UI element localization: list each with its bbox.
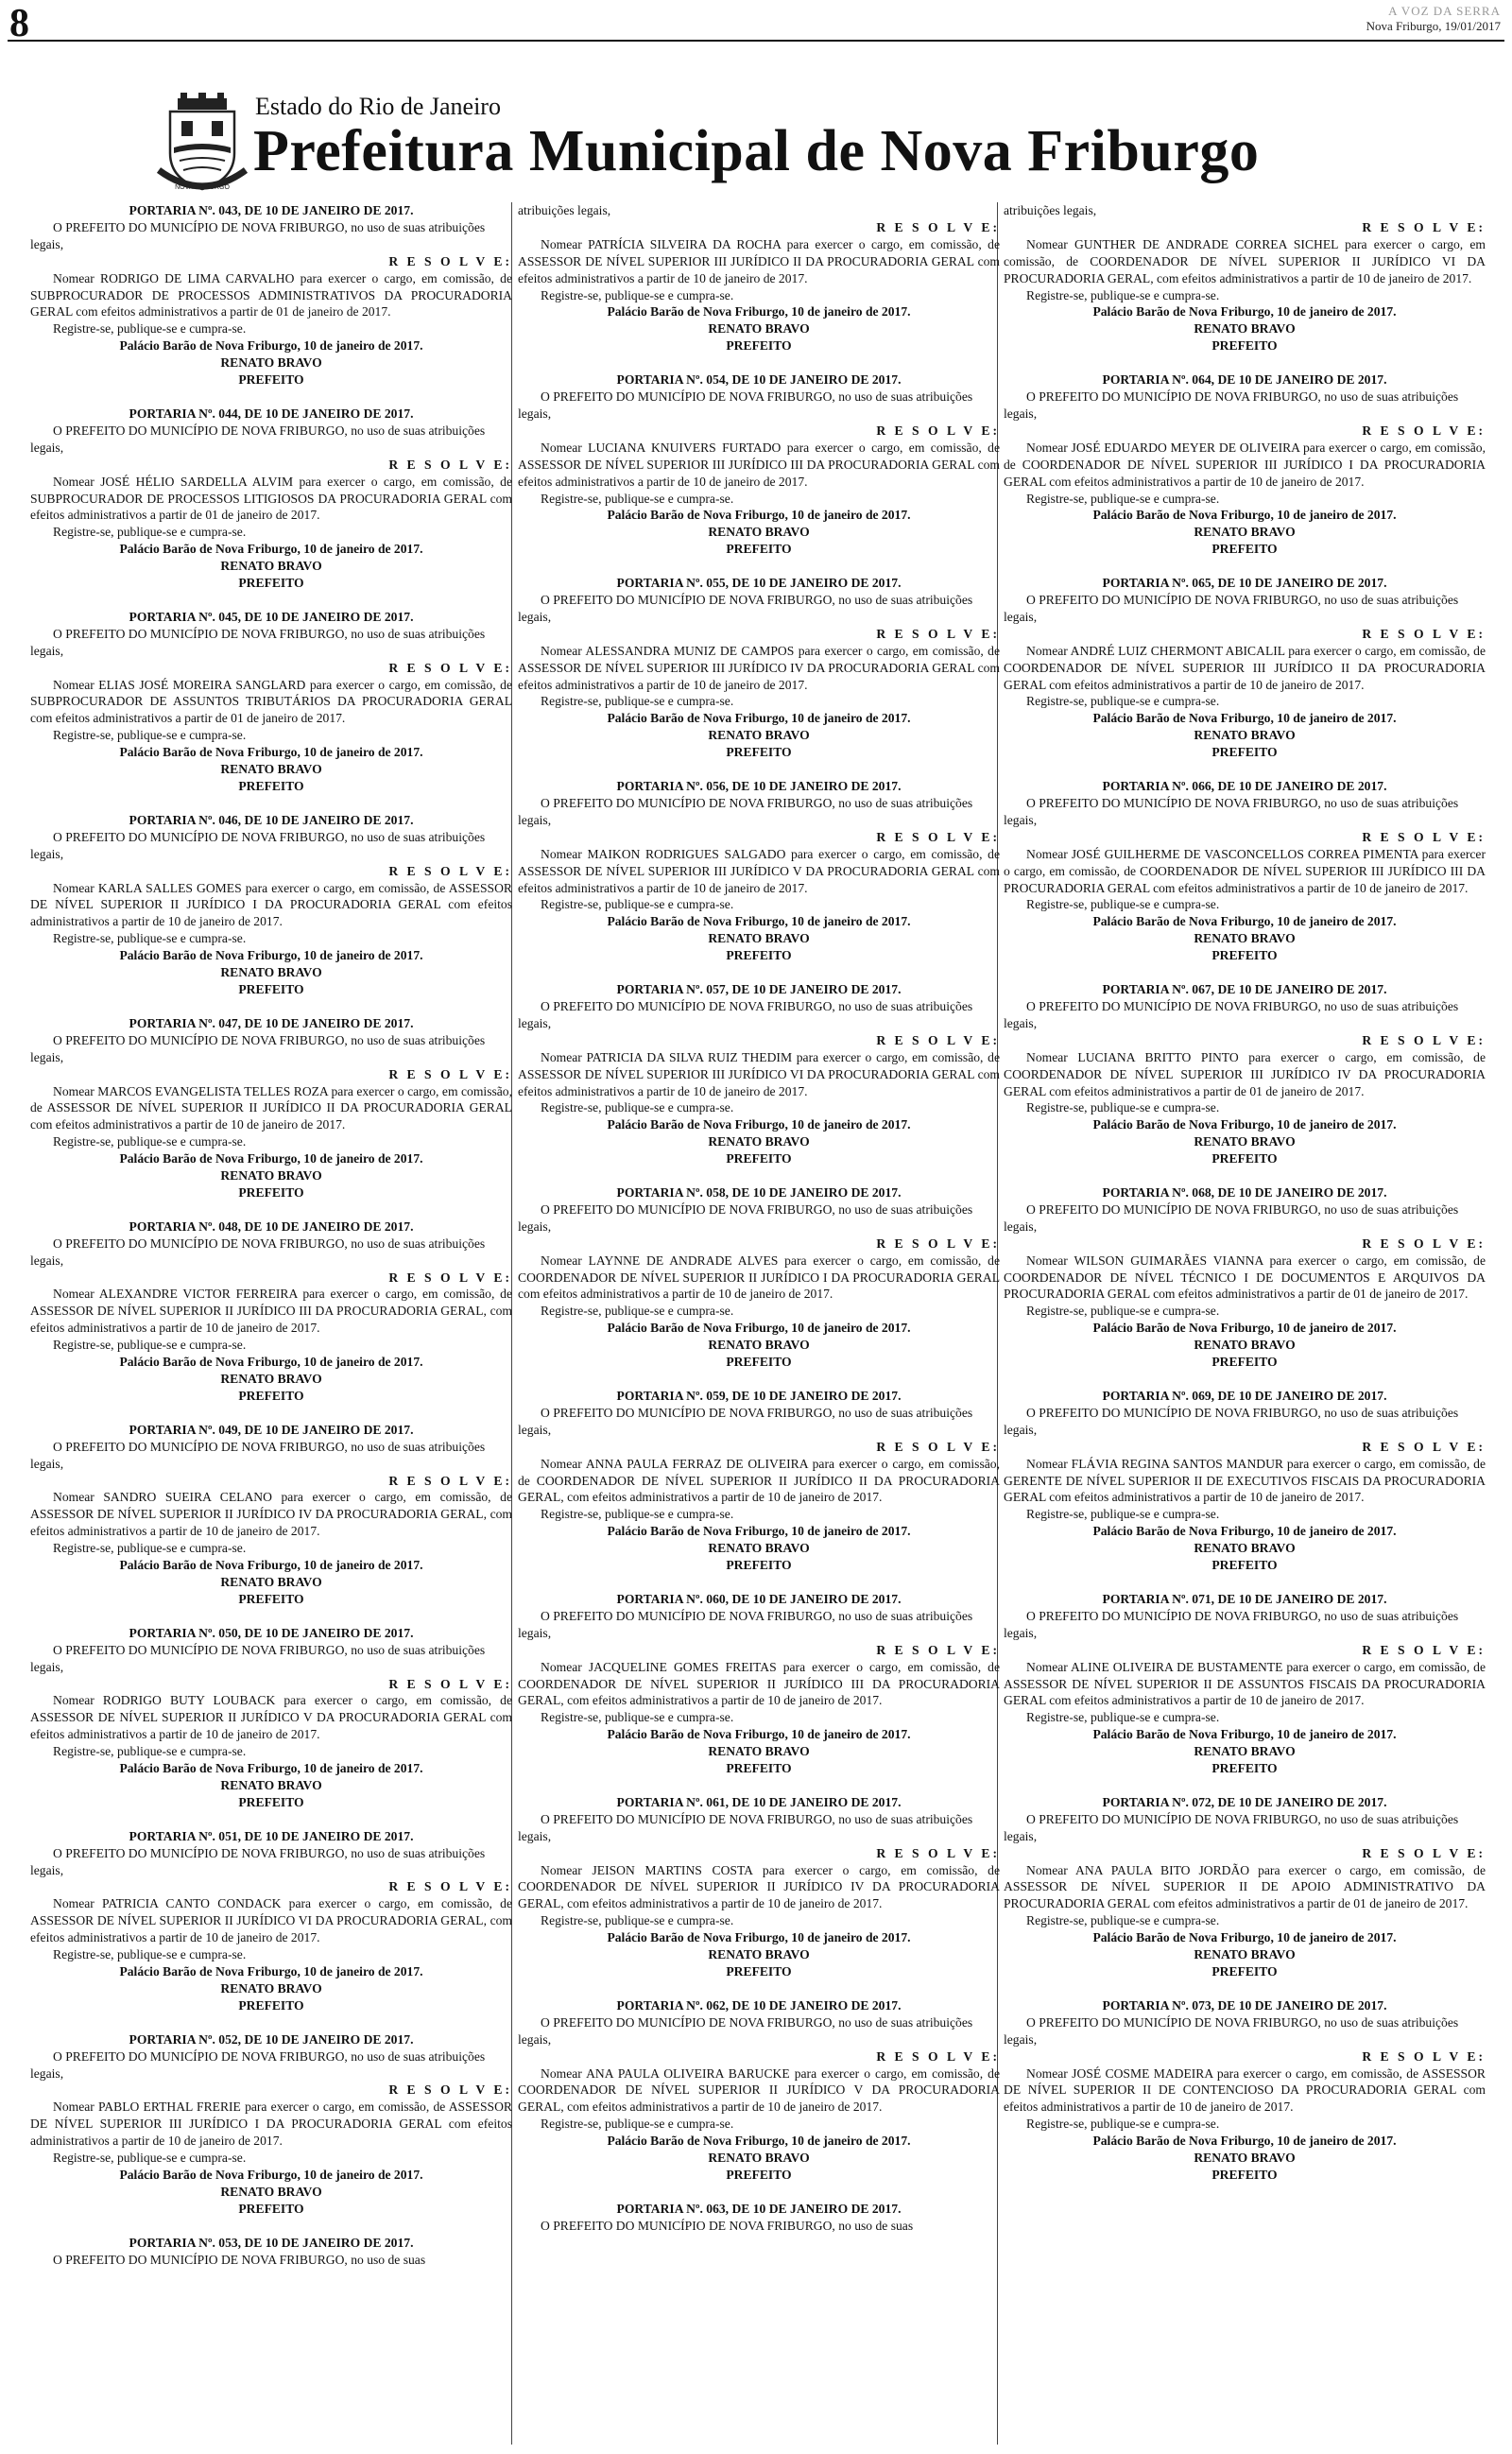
resolve-heading: R E S O L V E: [1362, 829, 1486, 844]
signer-name: RENATO BRAVO [1194, 1947, 1296, 1962]
signer-role: PREFEITO [1211, 948, 1278, 963]
preamble: O PREFEITO DO MUNICÍPIO DE NOVA FRIBURGO, no uso de suas [541, 2218, 914, 2233]
register-line: Registre-se, publique-se e cumpra-se. [53, 728, 247, 743]
register-line: Registre-se, publique-se e cumpra-se. [53, 1947, 247, 1962]
portaria-entry [518, 2201, 1000, 2235]
preamble: O PREFEITO DO MUNICÍPIO DE NOVA FRIBURGO, no uso de suas atribuições legais, [30, 829, 486, 861]
place-date: Palácio Barão de Nova Friburgo, 10 de janeiro de 2017. [607, 2134, 911, 2149]
coat-of-arms-icon [157, 91, 248, 195]
register-line: Registre-se, publique-se e cumpra-se. [1026, 897, 1220, 912]
resolve-heading: R E S O L V E: [876, 2048, 1000, 2064]
portaria-title: PORTARIA Nº. 047, DE 10 DE JANEIRO DE 2017. [129, 1015, 414, 1030]
register-line: Registre-se, publique-se e cumpra-se. [541, 897, 734, 912]
portaria-body: Nomear LAYNNE DE ANDRADE ALVES para exercer o cargo, em comissão, de COORDENADOR DE NÍVEL SUPERIOR II JURÍDICO I DA PROCURADORIA GERAL com efeitos administrativos a partir de 10 de janeiro de 2017. [518, 1253, 1000, 1302]
preamble: O PREFEITO DO MUNICÍPIO DE NOVA FRIBURGO, no uso de suas atribuições legais, [518, 1608, 973, 1640]
portaria-entry [30, 202, 512, 389]
municipality-title: Prefeitura Municipal de Nova Friburgo [253, 119, 1260, 183]
place-date: Palácio Barão de Nova Friburgo, 10 de janeiro de 2017. [119, 2167, 423, 2182]
place-date: Palácio Barão de Nova Friburgo, 10 de janeiro de 2017. [119, 745, 423, 760]
portaria-entry [30, 1625, 512, 1811]
resolve-heading: R E S O L V E: [876, 219, 1000, 234]
preamble: O PREFEITO DO MUNICÍPIO DE NOVA FRIBURGO, no uso de suas atribuições legais, [1004, 1405, 1459, 1437]
portaria-title: PORTARIA Nº. 061, DE 10 DE JANEIRO DE 2017. [616, 1794, 902, 1809]
place-date: Palácio Barão de Nova Friburgo, 10 de janeiro de 2017. [607, 914, 911, 929]
portaria-entry [518, 1184, 1000, 1371]
crest-text: NOVA FRIBURGO [175, 184, 230, 191]
resolve-heading: R E S O L V E: [388, 1676, 512, 1691]
register-line: Registre-se, publique-se e cumpra-se. [53, 321, 247, 337]
portaria-title: PORTARIA Nº. 043, DE 10 DE JANEIRO DE 2017. [129, 203, 414, 217]
signer-name: RENATO BRAVO [1194, 931, 1296, 946]
portaria-title: PORTARIA Nº. 073, DE 10 DE JANEIRO DE 2017. [1102, 1997, 1387, 2013]
portaria-title: PORTARIA Nº. 059, DE 10 DE JANEIRO DE 2017. [616, 1389, 902, 1403]
preamble: O PREFEITO DO MUNICÍPIO DE NOVA FRIBURGO, no uso de suas atribuições legais, [30, 1642, 486, 1674]
portaria-title: PORTARIA Nº. 046, DE 10 DE JANEIRO DE 2017. [129, 812, 414, 827]
resolve-heading: R E S O L V E: [876, 829, 1000, 844]
signer-name: RENATO BRAVO [220, 1980, 322, 1996]
place-date: Palácio Barão de Nova Friburgo, 10 de janeiro de 2017. [119, 948, 423, 963]
resolve-heading: R E S O L V E: [388, 1879, 512, 1894]
register-line: Registre-se, publique-se e cumpra-se. [541, 1507, 734, 1522]
resolve-heading: R E S O L V E: [1362, 1845, 1486, 1860]
place-date: Palácio Barão de Nova Friburgo, 10 de janeiro de 2017. [1092, 2134, 1397, 2149]
signer-name: RENATO BRAVO [220, 559, 322, 574]
signer-name: RENATO BRAVO [1194, 1744, 1296, 1759]
portaria-entry [1004, 1794, 1486, 1980]
continuation-text: atribuições legais, [1004, 203, 1097, 217]
place-date: Palácio Barão de Nova Friburgo, 10 de janeiro de 2017. [607, 1727, 911, 1742]
signer-name: RENATO BRAVO [1194, 728, 1296, 743]
preamble: O PREFEITO DO MUNICÍPIO DE NOVA FRIBURGO, no uso de suas atribuições legais, [30, 1845, 486, 1877]
portaria-title: PORTARIA Nº. 055, DE 10 DE JANEIRO DE 2017. [616, 576, 902, 591]
preamble: O PREFEITO DO MUNICÍPIO DE NOVA FRIBURGO, no uso de suas atribuições legais, [1004, 796, 1459, 827]
resolve-heading: R E S O L V E: [388, 1473, 512, 1488]
preamble: O PREFEITO DO MUNICÍPIO DE NOVA FRIBURGO, no uso de suas atribuições legais, [1004, 389, 1459, 421]
signer-name: RENATO BRAVO [1194, 2151, 1296, 2166]
signer-name: RENATO BRAVO [708, 1947, 810, 1962]
preamble: O PREFEITO DO MUNICÍPIO DE NOVA FRIBURGO, no uso de suas atribuições legais, [518, 1811, 973, 1843]
portaria-entry [30, 1828, 512, 2014]
place-date: Palácio Barão de Nova Friburgo, 10 de janeiro de 2017. [1092, 914, 1397, 929]
register-line: Registre-se, publique-se e cumpra-se. [1026, 287, 1220, 302]
signer-role: PREFEITO [1211, 542, 1278, 557]
place-date: Palácio Barão de Nova Friburgo, 10 de janeiro de 2017. [607, 1321, 911, 1336]
preamble: O PREFEITO DO MUNICÍPIO DE NOVA FRIBURGO, no uso de suas atribuições legais, [30, 1236, 486, 1268]
portaria-body: Nomear JOSÉ HÉLIO SARDELLA ALVIM para exercer o cargo, em comissão, de SUBPROCURADOR DE PROCESSOS LITIGIOSOS DA PROCURADORIA GERAL com efeitos administrativos a partir de 01 de janeiro de 2017. [30, 474, 512, 523]
portaria-body: Nomear ANA PAULA BITO JORDÃO para exercer o cargo, em comissão, de ASSESSOR DE NÍVEL SUPERIOR II DE APOIO ADMINISTRATIVO DA PROCURADORIA GERAL com efeitos administrativos a partir de 01 de janeiro de 2017. [1004, 1862, 1486, 1911]
portaria-title: PORTARIA Nº. 057, DE 10 DE JANEIRO DE 2017. [616, 982, 902, 997]
place-date: Palácio Barão de Nova Friburgo, 10 de janeiro de 2017. [119, 1964, 423, 1979]
register-line: Registre-se, publique-se e cumpra-se. [53, 1134, 247, 1149]
register-line: Registre-se, publique-se e cumpra-se. [541, 2117, 734, 2132]
resolve-heading: R E S O L V E: [876, 626, 1000, 641]
signer-role: PREFEITO [726, 542, 792, 557]
portaria-entry [30, 1422, 512, 1608]
signer-role: PREFEITO [1211, 1151, 1278, 1167]
portaria-entry [30, 1015, 512, 1201]
signer-role: PREFEITO [1211, 338, 1278, 354]
signer-name: RENATO BRAVO [220, 2184, 322, 2199]
place-date: Palácio Barão de Nova Friburgo, 10 de janeiro de 2017. [607, 1117, 911, 1132]
portaria-entry [1004, 1388, 1486, 1574]
portaria-title: PORTARIA Nº. 063, DE 10 DE JANEIRO DE 2017. [616, 2201, 902, 2216]
preamble: O PREFEITO DO MUNICÍPIO DE NOVA FRIBURGO, no uso de suas atribuições legais, [1004, 1201, 1459, 1234]
portaria-entry [518, 1997, 1000, 2184]
register-line: Registre-se, publique-se e cumpra-se. [541, 1710, 734, 1725]
portaria-title: PORTARIA Nº. 065, DE 10 DE JANEIRO DE 2017. [1102, 576, 1387, 591]
preamble: O PREFEITO DO MUNICÍPIO DE NOVA FRIBURGO, no uso de suas atribuições legais, [30, 1439, 486, 1471]
register-line: Registre-se, publique-se e cumpra-se. [541, 491, 734, 506]
preamble: O PREFEITO DO MUNICÍPIO DE NOVA FRIBURGO, no uso de suas [53, 2252, 426, 2267]
portaria-body: Nomear LUCIANA BRITTO PINTO para exercer o cargo, em comissão, de COORDENADOR DE NÍVEL SUPERIOR III JURÍDICO IV DA PROCURADORIA GERAL com efeitos administrativos a partir de 01 de janeiro de 2017. [1004, 1049, 1486, 1098]
portaria-body: Nomear SANDRO SUEIRA CELANO para exercer o cargo, em comissão, de ASSESSOR DE NÍVEL SUPERIOR II JURÍDICO IV DA PROCURADORIA GERAL, com efeitos administrativos a partir de 10 de janeiro de 2017. [30, 1490, 512, 1539]
page-number: 8 [9, 2, 29, 45]
signer-role: PREFEITO [726, 948, 792, 963]
portaria-entry [1004, 1184, 1486, 1371]
portaria-entry [1004, 778, 1486, 964]
signer-role: PREFEITO [238, 2201, 304, 2216]
signer-name: RENATO BRAVO [708, 1744, 810, 1759]
preamble: O PREFEITO DO MUNICÍPIO DE NOVA FRIBURGO, no uso de suas atribuições legais, [1004, 1608, 1459, 1640]
place-date: Palácio Barão de Nova Friburgo, 10 de janeiro de 2017. [607, 304, 911, 320]
signer-role: PREFEITO [726, 1558, 792, 1573]
signer-name: RENATO BRAVO [220, 1372, 322, 1386]
preamble: O PREFEITO DO MUNICÍPIO DE NOVA FRIBURGO, no uso de suas atribuições legais, [518, 796, 973, 827]
place-date: Palácio Barão de Nova Friburgo, 10 de janeiro de 2017. [1092, 1117, 1397, 1132]
portaria-body: Nomear JOSÉ GUILHERME DE VASCONCELLOS CORREA PIMENTA para exercer o cargo, em comissão, de COORDENADOR DE NÍVEL SUPERIOR III JURÍDICO III DA PROCURADORIA GERAL com efeitos administrativos a partir de 10 de janeiro de 2017. [1004, 846, 1486, 895]
place-date: Palácio Barão de Nova Friburgo, 10 de janeiro de 2017. [1092, 304, 1397, 320]
place-date: Palácio Barão de Nova Friburgo, 10 de janeiro de 2017. [119, 1355, 423, 1370]
resolve-heading: R E S O L V E: [388, 863, 512, 878]
register-line: Registre-se, publique-se e cumpra-se. [1026, 491, 1220, 506]
portaria-body: Nomear ALINE OLIVEIRA DE BUSTAMENTE para exercer o cargo, em comissão, de ASSESSOR DE NÍVEL SUPERIOR II DE ASSUNTOS FISCAIS DA PROCURADORIA GERAL com efeitos administrativos a partir de 10 de janeiro de 2017. [1004, 1659, 1486, 1708]
portaria-body: Nomear JEISON MARTINS COSTA para exercer o cargo, em comissão, de COORDENADOR DE NÍVEL SUPERIOR II JURÍDICO IV DA PROCURADORIA GERAL, com efeitos administrativos a partir de 10 de janeiro de 2017. [518, 1862, 1000, 1911]
signer-name: RENATO BRAVO [708, 525, 810, 540]
place-date: Palácio Barão de Nova Friburgo, 10 de janeiro de 2017. [1092, 1524, 1397, 1539]
register-line: Registre-se, publique-se e cumpra-se. [1026, 1507, 1220, 1522]
register-line: Registre-se, publique-se e cumpra-se. [53, 1541, 247, 1556]
portaria-entry [1004, 219, 1486, 354]
preamble: O PREFEITO DO MUNICÍPIO DE NOVA FRIBURGO, no uso de suas atribuições legais, [518, 593, 973, 624]
signer-role: PREFEITO [238, 576, 304, 591]
signer-role: PREFEITO [726, 1964, 792, 1979]
top-rule [8, 40, 1504, 42]
signer-role: PREFEITO [1211, 1355, 1278, 1370]
register-line: Registre-se, publique-se e cumpra-se. [1026, 2117, 1220, 2132]
place-date: Palácio Barão de Nova Friburgo, 10 de janeiro de 2017. [119, 1151, 423, 1167]
portaria-title: PORTARIA Nº. 064, DE 10 DE JANEIRO DE 2017. [1102, 372, 1387, 388]
portaria-body: Nomear PABLO ERTHAL FRERIE para exercer o cargo, em comissão, de ASSESSOR DE NÍVEL SUPERIOR III JURÍDICO I DA PROCURADORIA GERAL com efeitos administrativos a partir de 10 de janeiro de 2017. [30, 2100, 512, 2149]
resolve-heading: R E S O L V E: [1362, 1236, 1486, 1251]
place-date: Palácio Barão de Nova Friburgo, 10 de janeiro de 2017. [607, 1524, 911, 1539]
portaria-title: PORTARIA Nº. 050, DE 10 DE JANEIRO DE 2017. [129, 1625, 414, 1640]
portaria-body: Nomear FLÁVIA REGINA SANTOS MANDUR para exercer o cargo, em comissão, de GERENTE DE NÍVEL SUPERIOR II DE EXECUTIVOS FISCAIS DA PROCURADORIA GERAL com efeitos administrativos a partir de 10 de janeiro de 2017. [1004, 1456, 1486, 1505]
signer-name: RENATO BRAVO [1194, 1134, 1296, 1149]
place-date: Palácio Barão de Nova Friburgo, 10 de janeiro de 2017. [119, 542, 423, 557]
portaria-title: PORTARIA Nº. 062, DE 10 DE JANEIRO DE 2017. [616, 1997, 902, 2013]
preamble: O PREFEITO DO MUNICÍPIO DE NOVA FRIBURGO, no uso de suas atribuições legais, [30, 1032, 486, 1064]
signer-name: RENATO BRAVO [220, 355, 322, 371]
signer-name: RENATO BRAVO [220, 1777, 322, 1792]
place-date: Palácio Barão de Nova Friburgo, 10 de janeiro de 2017. [119, 1558, 423, 1573]
signer-role: PREFEITO [238, 372, 304, 388]
resolve-heading: R E S O L V E: [1362, 219, 1486, 234]
preamble: O PREFEITO DO MUNICÍPIO DE NOVA FRIBURGO, no uso de suas atribuições legais, [518, 998, 973, 1030]
portaria-entry [30, 812, 512, 998]
resolve-heading: R E S O L V E: [876, 1642, 1000, 1657]
text-column-2 [518, 202, 1000, 2252]
portaria-body: Nomear WILSON GUIMARÃES VIANNA para exercer o cargo, em comissão, de COORDENADOR DE NÍVEL TÉCNICO I DE DOCUMENTOS E ARQUIVOS DA PROCURADORIA GERAL com efeitos administrativos a partir de 01 de janeiro de 2017. [1004, 1253, 1486, 1302]
preamble: O PREFEITO DO MUNICÍPIO DE NOVA FRIBURGO, no uso de suas atribuições legais, [518, 1405, 973, 1437]
preamble: O PREFEITO DO MUNICÍPIO DE NOVA FRIBURGO, no uso de suas atribuições legais, [1004, 593, 1459, 624]
register-line: Registre-se, publique-se e cumpra-se. [541, 1304, 734, 1319]
signer-name: RENATO BRAVO [1194, 1338, 1296, 1353]
signer-role: PREFEITO [726, 745, 792, 760]
portaria-title: PORTARIA Nº. 048, DE 10 DE JANEIRO DE 2017. [129, 1218, 414, 1234]
signer-role: PREFEITO [1211, 1761, 1278, 1776]
register-line: Registre-se, publique-se e cumpra-se. [53, 2151, 247, 2166]
signer-name: RENATO BRAVO [1194, 1541, 1296, 1556]
signer-name: RENATO BRAVO [1194, 321, 1296, 337]
register-line: Registre-se, publique-se e cumpra-se. [1026, 1304, 1220, 1319]
resolve-heading: R E S O L V E: [388, 253, 512, 268]
preamble: O PREFEITO DO MUNICÍPIO DE NOVA FRIBURGO, no uso de suas atribuições legais, [518, 2014, 973, 2047]
portaria-body: Nomear MAIKON RODRIGUES SALGADO para exercer o cargo, em comissão, de ASSESSOR DE NÍVEL SUPERIOR III JURÍDICO V DA PROCURADORIA GERAL com efeitos administrativos a partir de 10 de janeiro de 2017. [518, 846, 1000, 895]
portaria-body: Nomear PATRICIA CANTO CONDACK para exercer o cargo, em comissão, de ASSESSOR DE NÍVEL SUPERIOR II JURÍDICO VI DA PROCURADORIA GERAL, com efeitos administrativos a partir de 10 de janeiro de 2017. [30, 1896, 512, 1945]
portaria-entry [518, 1794, 1000, 1980]
resolve-heading: R E S O L V E: [1362, 1642, 1486, 1657]
preamble: O PREFEITO DO MUNICÍPIO DE NOVA FRIBURGO, no uso de suas atribuições legais, [1004, 2014, 1459, 2047]
signer-name: RENATO BRAVO [708, 931, 810, 946]
resolve-heading: R E S O L V E: [1362, 626, 1486, 641]
signer-name: RENATO BRAVO [708, 1541, 810, 1556]
register-line: Registre-se, publique-se e cumpra-se. [541, 694, 734, 709]
portaria-body: Nomear PATRÍCIA SILVEIRA DA ROCHA para exercer o cargo, em comissão, de ASSESSOR DE NÍVEL SUPERIOR III JURÍDICO II DA PROCURADORIA GERAL com efeitos administrativos a partir de 10 de janeiro de 2017. [518, 236, 1000, 285]
preamble: O PREFEITO DO MUNICÍPIO DE NOVA FRIBURGO, no uso de suas atribuições legais, [518, 1201, 973, 1234]
register-line: Registre-se, publique-se e cumpra-se. [53, 1744, 247, 1759]
portaria-body: Nomear LUCIANA KNUIVERS FURTADO para exercer o cargo, em comissão, de ASSESSOR DE NÍVEL SUPERIOR III JURÍDICO III DA PROCURADORIA GERAL com efeitos administrativos a partir de 10 de janeiro de 2017. [518, 440, 1000, 489]
place-date: Palácio Barão de Nova Friburgo, 10 de janeiro de 2017. [607, 711, 911, 726]
register-line: Registre-se, publique-se e cumpra-se. [1026, 1913, 1220, 1928]
portaria-entry [518, 372, 1000, 558]
signer-name: RENATO BRAVO [708, 728, 810, 743]
edition-date: Nova Friburgo, 19/01/2017 [1366, 19, 1501, 33]
newspaper-name: A VOZ DA SERRA [1388, 4, 1501, 18]
register-line: Registre-se, publique-se e cumpra-se. [1026, 1710, 1220, 1725]
portaria-entry [30, 2031, 512, 2218]
portaria-entry [1004, 372, 1486, 558]
place-date: Palácio Barão de Nova Friburgo, 10 de janeiro de 2017. [607, 1930, 911, 1945]
signer-role: PREFEITO [1211, 1964, 1278, 1979]
portaria-body: Nomear KARLA SALLES GOMES para exercer o cargo, em comissão, de ASSESSOR DE NÍVEL SUPERIOR II JURÍDICO I DA PROCURADORIA GERAL com efeitos administrativos a partir de 10 de janeiro de 2017. [30, 880, 512, 929]
signer-role: PREFEITO [238, 1184, 304, 1200]
portaria-entry [1004, 1591, 1486, 1777]
portaria-entry [30, 2235, 512, 2269]
preamble: O PREFEITO DO MUNICÍPIO DE NOVA FRIBURGO, no uso de suas atribuições legais, [30, 2048, 486, 2081]
portaria-title: PORTARIA Nº. 054, DE 10 DE JANEIRO DE 2017. [616, 372, 902, 388]
signer-role: PREFEITO [238, 1388, 304, 1403]
signer-name: RENATO BRAVO [708, 1338, 810, 1353]
preamble: O PREFEITO DO MUNICÍPIO DE NOVA FRIBURGO, no uso de suas atribuições legais, [1004, 1811, 1459, 1843]
register-line: Registre-se, publique-se e cumpra-se. [541, 1100, 734, 1115]
portaria-body: Nomear GUNTHER DE ANDRADE CORREA SICHEL para exercer o cargo, em comissão, de COORDENADOR DE NÍVEL SUPERIOR II JURÍDICO VI DA PROCURADORIA GERAL, com efeitos administrativos a partir de 10 de janeiro de 2017. [1004, 236, 1486, 285]
portaria-title: PORTARIA Nº. 066, DE 10 DE JANEIRO DE 2017. [1102, 779, 1387, 794]
portaria-entry [30, 1218, 512, 1405]
signer-role: PREFEITO [238, 981, 304, 996]
portaria-title: PORTARIA Nº. 072, DE 10 DE JANEIRO DE 2017. [1102, 1794, 1387, 1809]
portaria-title: PORTARIA Nº. 045, DE 10 DE JANEIRO DE 2017. [129, 609, 414, 624]
place-date: Palácio Barão de Nova Friburgo, 10 de janeiro de 2017. [607, 508, 911, 523]
resolve-heading: R E S O L V E: [876, 1236, 1000, 1251]
portaria-body: Nomear ELIAS JOSÉ MOREIRA SANGLARD para exercer o cargo, em comissão, de SUBPROCURADOR DE ASSUNTOS TRIBUTÁRIOS DA PROCURADORIA GERAL com efeitos administrativos a partir de 01 de janeiro de 2017. [30, 677, 512, 726]
continuation-text: atribuições legais, [518, 203, 611, 217]
preamble: O PREFEITO DO MUNICÍPIO DE NOVA FRIBURGO, no uso de suas atribuições legais, [30, 626, 486, 658]
signer-name: RENATO BRAVO [708, 1134, 810, 1149]
portaria-title: PORTARIA Nº. 044, DE 10 DE JANEIRO DE 2017. [129, 406, 414, 421]
preamble: O PREFEITO DO MUNICÍPIO DE NOVA FRIBURGO, no uso de suas atribuições legais, [30, 423, 486, 455]
register-line: Registre-se, publique-se e cumpra-se. [1026, 1100, 1220, 1115]
signer-role: PREFEITO [726, 338, 792, 354]
signer-name: RENATO BRAVO [220, 1574, 322, 1589]
place-date: Palácio Barão de Nova Friburgo, 10 de janeiro de 2017. [1092, 508, 1397, 523]
portaria-entry [518, 1591, 1000, 1777]
place-date: Palácio Barão de Nova Friburgo, 10 de janeiro de 2017. [1092, 1727, 1397, 1742]
resolve-heading: R E S O L V E: [1362, 1032, 1486, 1047]
portaria-title: PORTARIA Nº. 058, DE 10 DE JANEIRO DE 2017. [616, 1185, 902, 1201]
register-line: Registre-se, publique-se e cumpra-se. [53, 931, 247, 946]
portaria-body: Nomear PATRICIA DA SILVA RUIZ THEDIM para exercer o cargo, em comissão, de ASSESSOR DE NÍVEL SUPERIOR III JURÍDICO VI DA PROCURADORIA GERAL com efeitos administrativos a partir de 10 de janeiro de 2017. [518, 1049, 1000, 1098]
resolve-heading: R E S O L V E: [876, 1439, 1000, 1454]
masthead [1366, 4, 1501, 34]
portaria-title: PORTARIA Nº. 071, DE 10 DE JANEIRO DE 2017. [1102, 1591, 1387, 1606]
portaria-title: PORTARIA Nº. 052, DE 10 DE JANEIRO DE 2017. [129, 2031, 414, 2047]
register-line: Registre-se, publique-se e cumpra-se. [1026, 694, 1220, 709]
portaria-body: Nomear ALEXANDRE VICTOR FERREIRA para exercer o cargo, em comissão, de ASSESSOR DE NÍVEL SUPERIOR II JURÍDICO III DA PROCURADORIA GERAL, com efeitos administrativos a partir de 10 de janeiro de 2017. [30, 1287, 512, 1336]
resolve-heading: R E S O L V E: [876, 1032, 1000, 1047]
resolve-heading: R E S O L V E: [388, 660, 512, 675]
signer-role: PREFEITO [238, 779, 304, 793]
place-date: Palácio Barão de Nova Friburgo, 10 de janeiro de 2017. [1092, 1930, 1397, 1945]
register-line: Registre-se, publique-se e cumpra-se. [53, 1338, 247, 1353]
portaria-title: PORTARIA Nº. 068, DE 10 DE JANEIRO DE 2017. [1102, 1185, 1387, 1201]
resolve-heading: R E S O L V E: [1362, 423, 1486, 438]
signer-role: PREFEITO [238, 1591, 304, 1606]
resolve-heading: R E S O L V E: [876, 1845, 1000, 1860]
portaria-body: Nomear ANA PAULA OLIVEIRA BARUCKE para exercer o cargo, em comissão, de COORDENADOR DE NÍVEL SUPERIOR II JURÍDICO V DA PROCURADORIA GERAL, com efeitos administrativos a partir de 10 de janeiro de 2017. [518, 2065, 1000, 2115]
signer-role: PREFEITO [1211, 1558, 1278, 1573]
portaria-body: Nomear ANNA PAULA FERRAZ DE OLIVEIRA para exercer o cargo, em comissão, de COORDENADOR DE NÍVEL SUPERIOR II JURÍDICO II DA PROCURADORIA GERAL, com efeitos administrativos a partir de 10 de janeiro de 2017. [518, 1456, 1000, 1505]
portaria-entry [518, 219, 1000, 354]
portaria-title: PORTARIA Nº. 049, DE 10 DE JANEIRO DE 2017. [129, 1422, 414, 1437]
preamble: O PREFEITO DO MUNICÍPIO DE NOVA FRIBURGO, no uso de suas atribuições legais, [518, 389, 973, 421]
signer-role: PREFEITO [726, 1151, 792, 1167]
signer-role: PREFEITO [726, 1761, 792, 1776]
portaria-entry [518, 778, 1000, 964]
place-date: Palácio Barão de Nova Friburgo, 10 de janeiro de 2017. [119, 338, 423, 354]
place-date: Palácio Barão de Nova Friburgo, 10 de janeiro de 2017. [119, 1761, 423, 1776]
portaria-entry [30, 406, 512, 592]
signer-name: RENATO BRAVO [220, 965, 322, 980]
portaria-body: Nomear JOSÉ EDUARDO MEYER DE OLIVEIRA para exercer o cargo, em comissão, de COORDENADOR DE NÍVEL SUPERIOR III JURÍDICO I DA PROCURADORIA GERAL com efeitos administrativos a partir de 10 de janeiro de 2017. [1004, 440, 1486, 489]
portaria-entry [1004, 575, 1486, 761]
signer-role: PREFEITO [238, 1997, 304, 2013]
signer-name: RENATO BRAVO [220, 762, 322, 777]
portaria-entry [518, 981, 1000, 1167]
register-line: Registre-se, publique-se e cumpra-se. [541, 1913, 734, 1928]
portaria-title: PORTARIA Nº. 056, DE 10 DE JANEIRO DE 2017. [616, 779, 902, 794]
signer-name: RENATO BRAVO [1194, 525, 1296, 540]
signer-role: PREFEITO [1211, 745, 1278, 760]
register-line: Registre-se, publique-se e cumpra-se. [541, 287, 734, 302]
state-name: Estado do Rio de Janeiro [255, 93, 501, 120]
signer-role: PREFEITO [1211, 2167, 1278, 2182]
portaria-body: Nomear RODRIGO DE LIMA CARVALHO para exercer o cargo, em comissão, de SUBPROCURADOR DE PROCESSOS ADMINISTRATIVOS DA PROCURADORIA GERAL com efeitos administrativos a partir de 01 de janeiro de 2017. [30, 270, 512, 320]
place-date: Palácio Barão de Nova Friburgo, 10 de janeiro de 2017. [1092, 711, 1397, 726]
resolve-heading: R E S O L V E: [1362, 1439, 1486, 1454]
preamble: O PREFEITO DO MUNICÍPIO DE NOVA FRIBURGO, no uso de suas atribuições legais, [1004, 998, 1459, 1030]
text-column-1 [30, 202, 512, 2286]
signer-name: RENATO BRAVO [708, 2151, 810, 2166]
text-column-3 [1004, 202, 1486, 2201]
resolve-heading: R E S O L V E: [388, 1066, 512, 1081]
portaria-entry [518, 1388, 1000, 1574]
portaria-title: PORTARIA Nº. 051, DE 10 DE JANEIRO DE 2017. [129, 1828, 414, 1843]
resolve-heading: R E S O L V E: [388, 2082, 512, 2098]
portaria-entry [1004, 1997, 1486, 2184]
portaria-title: PORTARIA Nº. 069, DE 10 DE JANEIRO DE 2017. [1102, 1389, 1387, 1403]
portaria-body: Nomear ANDRÉ LUIZ CHERMONT ABICALIL para exercer o cargo, em comissão, de COORDENADOR DE NÍVEL SUPERIOR III JURÍDICO II DA PROCURADORIA GERAL com efeitos administrativos a partir de 10 de janeiro de 2017. [1004, 643, 1486, 692]
register-line: Registre-se, publique-se e cumpra-se. [53, 525, 247, 540]
portaria-entry [30, 609, 512, 795]
signer-role: PREFEITO [726, 1355, 792, 1370]
portaria-entry [518, 575, 1000, 761]
place-date: Palácio Barão de Nova Friburgo, 10 de janeiro de 2017. [1092, 1321, 1397, 1336]
portaria-title: PORTARIA Nº. 067, DE 10 DE JANEIRO DE 2017. [1102, 982, 1387, 997]
portaria-body: Nomear JOSÉ COSME MADEIRA para exercer o cargo, em comissão, de ASSESSOR DE NÍVEL SUPERIOR II DE CONTENCIOSO DA PROCURADORIA GERAL com efeitos administrativos a partir de 10 de janeiro de 2017. [1004, 2065, 1486, 2115]
resolve-heading: R E S O L V E: [388, 1270, 512, 1285]
portaria-body: Nomear ALESSANDRA MUNIZ DE CAMPOS para exercer o cargo, em comissão, de ASSESSOR DE NÍVEL SUPERIOR III JURÍDICO IV DA PROCURADORIA GERAL com efeitos administrativos a partir de 10 de janeiro de 2017. [518, 643, 1000, 692]
portaria-title: PORTARIA Nº. 060, DE 10 DE JANEIRO DE 2017. [616, 1591, 902, 1606]
signer-role: PREFEITO [238, 1794, 304, 1809]
resolve-heading: R E S O L V E: [388, 457, 512, 472]
portaria-body: Nomear MARCOS EVANGELISTA TELLES ROZA para exercer o cargo, em comissão, de ASSESSOR DE NÍVEL SUPERIOR II JURÍDICO II DA PROCURADORIA GERAL com efeitos administrativos a partir de 10 de janeiro de 2017. [30, 1083, 512, 1132]
resolve-heading: R E S O L V E: [1362, 2048, 1486, 2064]
portaria-title: PORTARIA Nº. 053, DE 10 DE JANEIRO DE 2017. [129, 2235, 414, 2250]
signer-role: PREFEITO [726, 2167, 792, 2182]
signer-name: RENATO BRAVO [220, 1168, 322, 1184]
resolve-heading: R E S O L V E: [876, 423, 1000, 438]
signer-name: RENATO BRAVO [708, 321, 810, 337]
portaria-body: Nomear RODRIGO BUTY LOUBACK para exercer o cargo, em comissão, de ASSESSOR DE NÍVEL SUPERIOR II JURÍDICO V DA PROCURADORIA GERAL com efeitos administrativos a partir de 10 de janeiro de 2017. [30, 1693, 512, 1742]
portaria-body: Nomear JACQUELINE GOMES FREITAS para exercer o cargo, em comissão, de COORDENADOR DE NÍVEL SUPERIOR II JURÍDICO III DA PROCURADORIA GERAL, com efeitos administrativos a partir de 10 de janeiro de 2017. [518, 1659, 1000, 1708]
preamble: O PREFEITO DO MUNICÍPIO DE NOVA FRIBURGO, no uso de suas atribuições legais, [30, 219, 486, 251]
portaria-entry [1004, 981, 1486, 1167]
